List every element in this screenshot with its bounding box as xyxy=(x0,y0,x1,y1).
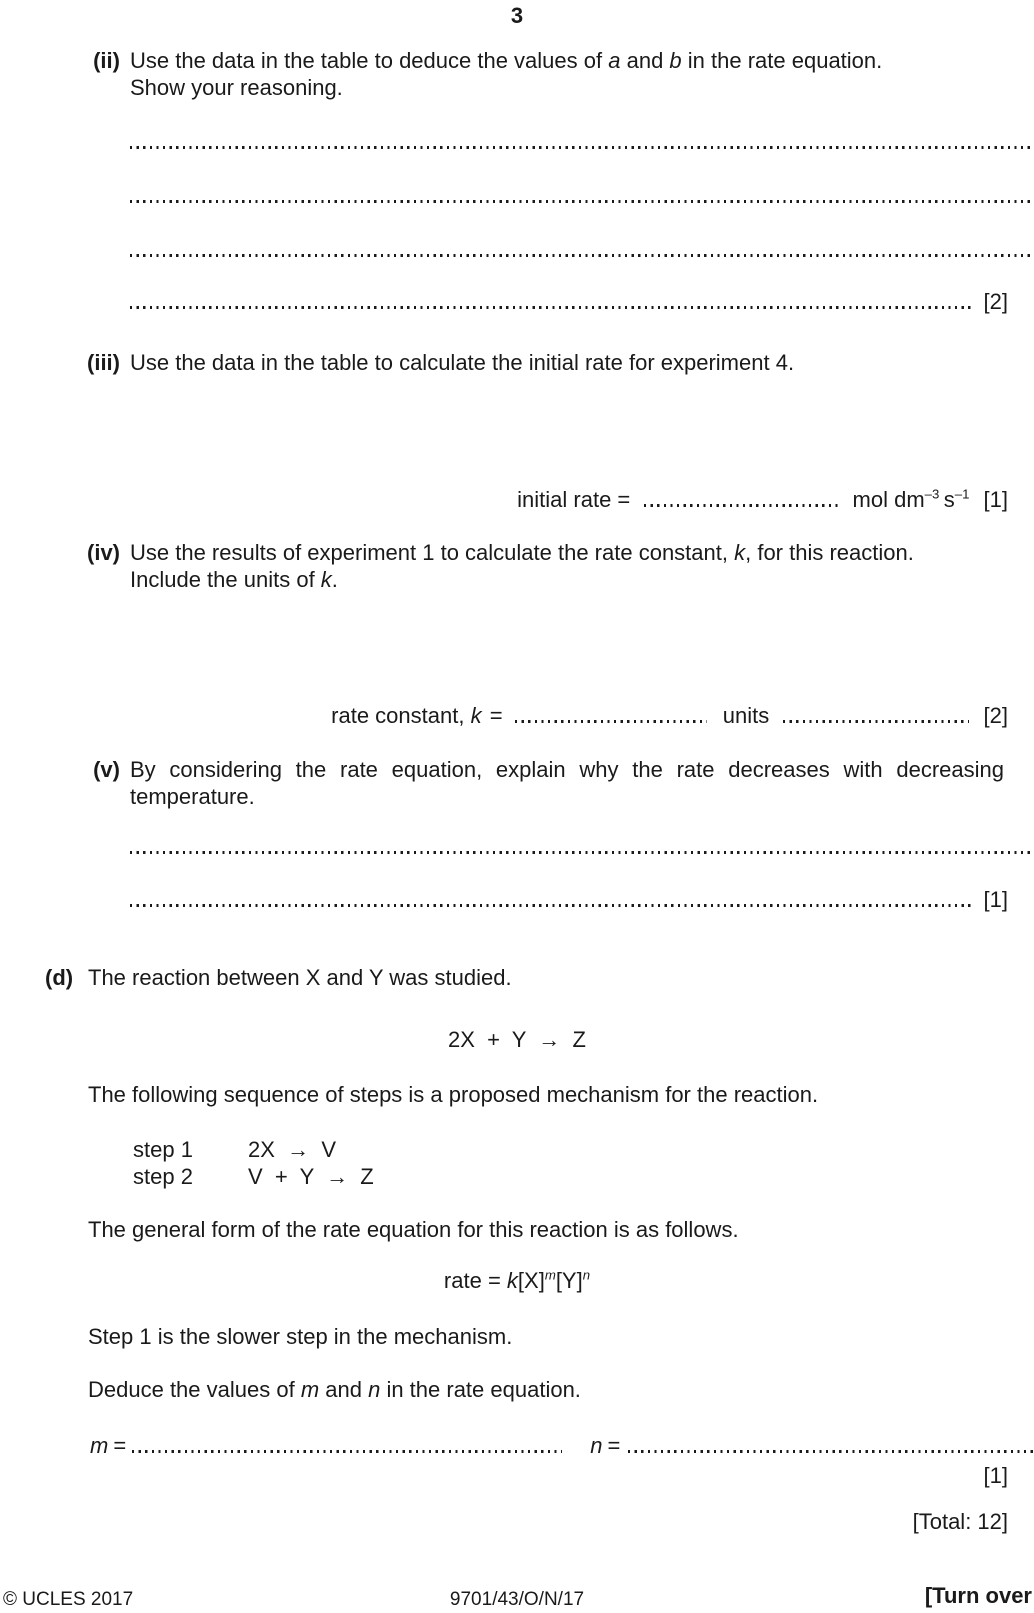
step-1-label: step 1 xyxy=(133,1137,193,1162)
slower-step-note: Step 1 is the slower step in the mechanism. xyxy=(88,1324,513,1349)
variable-a: a xyxy=(608,48,621,73)
marks-iv: [2] xyxy=(983,703,1008,728)
mechanism-step-2 xyxy=(133,1163,374,1190)
dotted-answer-line xyxy=(130,904,972,907)
question-ii-t2: and xyxy=(620,48,670,73)
question-iv-t1: Use the results of experiment 1 to calculate the rate constant, xyxy=(130,540,735,565)
variable-k: k xyxy=(320,567,332,592)
footer-copyright: © UCLES 2017 xyxy=(3,1589,134,1610)
question-v-text xyxy=(130,756,1004,810)
question-v-line1: By considering the rate equation, explain why the rate decreases with decreasing xyxy=(130,757,1004,782)
initial-rate-answer-line xyxy=(0,486,1008,513)
mn-answer-line xyxy=(90,1432,1034,1459)
equals-sign: = xyxy=(607,1433,621,1458)
deduce-t1: Deduce the values of xyxy=(88,1377,301,1402)
deduce-t3: in the rate equation. xyxy=(380,1377,581,1402)
variable-k: k xyxy=(506,1268,518,1293)
variable-n: n xyxy=(368,1377,381,1402)
rate-unit-2: s xyxy=(943,487,955,512)
marks-d: [1] xyxy=(983,1463,1008,1488)
dotted-answer-line xyxy=(130,851,1034,854)
footer-turn-over: [Turn over xyxy=(924,1583,1032,1608)
variable-m: m xyxy=(90,1433,109,1458)
rate-equation-intro: The general form of the rate equation for this reaction is as follows. xyxy=(88,1217,739,1242)
answer-blank xyxy=(132,1450,562,1453)
question-v-label: (v) xyxy=(93,757,120,782)
answer-blank xyxy=(644,504,840,507)
rate-unit-sup-1: –3 xyxy=(924,486,940,502)
question-iv-t2: , for this reaction. xyxy=(745,540,914,565)
marks-v: [1] xyxy=(983,887,1008,912)
dotted-answer-line xyxy=(130,200,1034,203)
rate-constant-t1: rate constant, xyxy=(331,703,471,728)
rate-eq-t1: rate = xyxy=(443,1268,507,1293)
dotted-answer-line xyxy=(130,146,1034,149)
equals-sign: = xyxy=(489,703,503,728)
reaction-equation: 2X + Y → Z xyxy=(448,1027,586,1052)
question-ii-t1: Use the data in the table to deduce the values of xyxy=(130,48,609,73)
marks-iii: [1] xyxy=(983,487,1008,512)
dotted-answer-line-with-marks xyxy=(130,288,1008,315)
question-iii-text: Use the data in the table to calculate the initial rate for experiment 4. xyxy=(130,350,795,375)
question-iv-line2-t2: . xyxy=(331,567,338,592)
mechanism-step-1 xyxy=(133,1136,337,1163)
question-d-intro: The reaction between X and Y was studied. xyxy=(88,965,512,990)
initial-rate-prefix: initial rate = xyxy=(517,487,631,512)
step-1-equation: 2X → V xyxy=(248,1137,337,1162)
units-label: units xyxy=(722,703,770,728)
rate-unit-1: mol dm xyxy=(852,487,925,512)
variable-m: m xyxy=(300,1377,320,1402)
step-2-label: step 2 xyxy=(133,1164,193,1189)
total-marks: [Total: 12] xyxy=(912,1509,1008,1534)
question-iv-line2-t1: Include the units of xyxy=(130,567,321,592)
page-number: 3 xyxy=(510,3,524,28)
rate-unit-sup-2: –1 xyxy=(954,486,970,502)
mechanism-intro: The following sequence of steps is a proposed mechanism for the reaction. xyxy=(88,1082,819,1107)
question-v-line2: temperature. xyxy=(130,784,255,809)
deduce-t2: and xyxy=(319,1377,369,1402)
exponent-m: m xyxy=(544,1267,556,1283)
question-iii-label: (iii) xyxy=(87,350,120,375)
step-2-equation: V + Y → Z xyxy=(248,1164,374,1189)
variable-n: n xyxy=(590,1433,603,1458)
dotted-answer-line-with-marks xyxy=(130,886,1008,913)
question-iv-label: (iv) xyxy=(87,540,120,565)
rate-constant-answer-line xyxy=(0,702,1008,729)
answer-blank xyxy=(783,720,969,723)
dotted-answer-line xyxy=(130,254,1034,257)
deduce-instruction xyxy=(88,1376,1004,1403)
question-ii-line2: Show your reasoning. xyxy=(130,75,343,100)
equals-sign: = xyxy=(113,1433,127,1458)
question-d-label: (d) xyxy=(45,965,74,990)
variable-k: k xyxy=(734,540,746,565)
variable-k: k xyxy=(470,703,482,728)
variable-b: b xyxy=(669,48,682,73)
question-ii-text xyxy=(130,47,1004,101)
rate-eq-y: [Y] xyxy=(555,1268,583,1293)
answer-blank xyxy=(628,1450,1034,1453)
exponent-n: n xyxy=(582,1267,591,1283)
question-ii-label: (ii) xyxy=(93,48,120,73)
footer-paper-code: 9701/43/O/N/17 xyxy=(449,1589,585,1610)
rate-eq-x: [X] xyxy=(517,1268,545,1293)
marks-ii: [2] xyxy=(983,289,1008,314)
dotted-answer-line xyxy=(130,306,972,309)
answer-blank xyxy=(515,720,707,723)
general-rate-equation xyxy=(0,1267,1034,1294)
question-iv-text xyxy=(130,539,1004,593)
question-ii-t3: in the rate equation. xyxy=(681,48,883,73)
